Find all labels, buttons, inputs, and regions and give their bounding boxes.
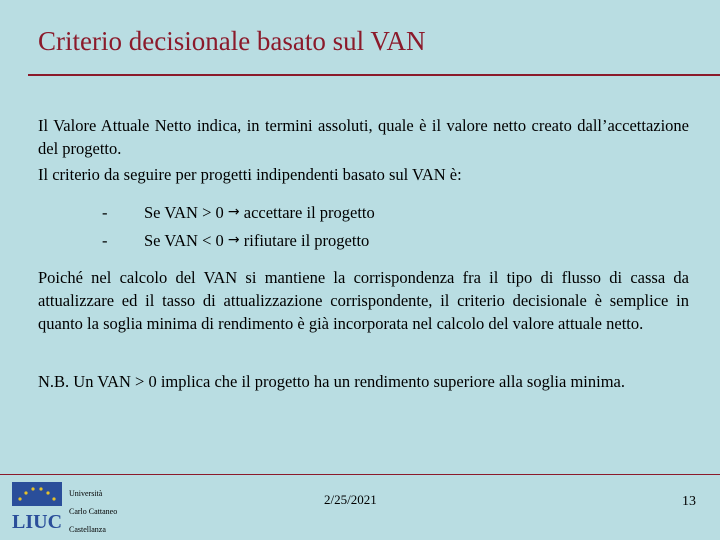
bullet-dash: -	[102, 231, 108, 250]
rule-condition: Se VAN > 0	[144, 203, 224, 222]
paragraph-criterion-intro: Il criterio da seguire per progetti indipendenti basato sul VAN è:	[38, 165, 462, 184]
rule-result: accettare il progetto	[243, 203, 375, 222]
right-arrow-icon: →	[227, 204, 240, 220]
right-arrow-icon: →	[227, 232, 240, 248]
footer-divider	[0, 474, 720, 475]
logo-text: LIUC	[12, 511, 62, 533]
title-divider	[28, 74, 720, 76]
paragraph-van-definition: Il Valore Attuale Netto indica, in termini assoluti, quale è il valore netto creato dall’accettazione del progetto.	[38, 116, 689, 158]
bullet-dash: -	[102, 203, 108, 222]
university-line: Università	[69, 489, 103, 498]
paragraph-note: N.B. Un VAN > 0 implica che il progetto ha un rendimento superiore alla soglia minima.	[38, 372, 625, 391]
slide-date: 2/25/2021	[324, 492, 377, 507]
university-line: Carlo Cattaneo	[69, 507, 118, 516]
slide-body	[38, 114, 689, 393]
paragraph-explanation: Poiché nel calcolo del VAN si mantiene la corrispondenza fra il tipo di flusso di cassa da attualizzare ed il tasso di attualizzazione corrispondente, il criterio decisionale è semplice in quanto la soglia minima di rendimento è già incorporata nel calcolo del valore attuale netto.	[38, 268, 689, 333]
page-number: 13	[682, 494, 696, 509]
slide-title: Criterio decisionale basato sul VAN	[38, 26, 426, 56]
list-item	[38, 201, 689, 229]
university-line: Castellanza	[69, 525, 106, 534]
university-name	[69, 485, 117, 539]
rule-result: rifiutare il progetto	[243, 231, 370, 250]
rule-condition: Se VAN < 0	[144, 231, 224, 250]
decision-rules-list	[38, 201, 689, 257]
list-item	[38, 229, 689, 257]
liuc-logo	[12, 482, 62, 534]
